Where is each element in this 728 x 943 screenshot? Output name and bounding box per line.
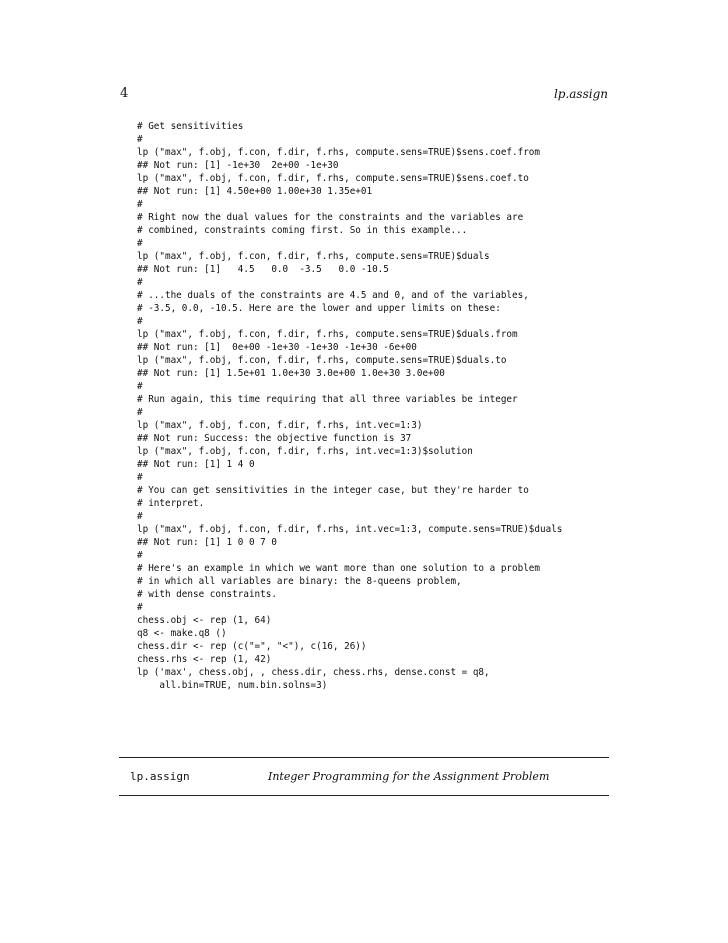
code-example-block bbox=[137, 120, 617, 692]
code-line: # ...the duals of the constraints are 4.5 and 0, and of the variables, bbox=[137, 290, 529, 301]
code-line: # -3.5, 0.0, -10.5. Here are the lower and upper limits on these: bbox=[137, 303, 501, 314]
code-line: # bbox=[137, 407, 143, 418]
code-line: lp ("max", f.obj, f.con, f.dir, f.rhs, compute.sens=TRUE)$duals bbox=[137, 251, 490, 262]
code-line: # bbox=[137, 472, 143, 483]
code-line: # Get sensitivities bbox=[137, 121, 244, 132]
entry-title: Integer Programming for the Assignment Problem bbox=[268, 770, 550, 783]
code-line: lp ("max", f.obj, f.con, f.dir, f.rhs, int.vec=1:3)$solution bbox=[137, 446, 473, 457]
code-line: # interpret. bbox=[137, 498, 205, 509]
code-line: # bbox=[137, 134, 143, 145]
code-line: # bbox=[137, 602, 143, 613]
code-line: # combined, constraints coming first. So in this example... bbox=[137, 225, 468, 236]
code-line: chess.dir <- rep (c("=", "<"), c(16, 26)) bbox=[137, 641, 367, 652]
code-line: # bbox=[137, 550, 143, 561]
code-line: ## Not run: [1] 4.5 0.0 -3.5 0.0 -10.5 bbox=[137, 264, 389, 275]
code-line: # bbox=[137, 277, 143, 288]
code-line: # Run again, this time requiring that all three variables be integer bbox=[137, 394, 518, 405]
code-line: # bbox=[137, 511, 143, 522]
code-line: lp ("max", f.obj, f.con, f.dir, f.rhs, int.vec=1:3) bbox=[137, 420, 423, 431]
code-line: lp ("max", f.obj, f.con, f.dir, f.rhs, compute.sens=TRUE)$sens.coef.to bbox=[137, 173, 529, 184]
entry-function-name: lp.assign bbox=[130, 770, 190, 783]
code-line: ## Not run: [1] 0e+00 -1e+30 -1e+30 -1e+30 -6e+00 bbox=[137, 342, 417, 353]
code-line: # bbox=[137, 316, 143, 327]
code-line: lp ('max', chess.obj, , chess.dir, chess.rhs, dense.const = q8, bbox=[137, 667, 490, 678]
code-line: all.bin=TRUE, num.bin.solns=3) bbox=[137, 680, 328, 691]
code-line: # bbox=[137, 381, 143, 392]
code-line: q8 <- make.q8 () bbox=[137, 628, 227, 639]
code-line: # Here's an example in which we want more than one solution to a problem bbox=[137, 563, 540, 574]
running-head: lp.assign bbox=[553, 87, 608, 101]
code-line: ## Not run: Success: the objective function is 37 bbox=[137, 433, 412, 444]
code-line: chess.rhs <- rep (1, 42) bbox=[137, 654, 272, 665]
code-line: # with dense constraints. bbox=[137, 589, 277, 600]
code-line: lp ("max", f.obj, f.con, f.dir, f.rhs, int.vec=1:3, compute.sens=TRUE)$duals bbox=[137, 524, 563, 535]
entry-rule-top bbox=[119, 757, 609, 758]
page-number: 4 bbox=[120, 86, 129, 101]
code-line: # bbox=[137, 238, 143, 249]
code-line: ## Not run: [1] 1.5e+01 1.0e+30 3.0e+00 1.0e+30 3.0e+00 bbox=[137, 368, 445, 379]
code-line: # You can get sensitivities in the integer case, but they're harder to bbox=[137, 485, 529, 496]
code-line: # Right now the dual values for the constraints and the variables are bbox=[137, 212, 524, 223]
code-line: lp ("max", f.obj, f.con, f.dir, f.rhs, compute.sens=TRUE)$sens.coef.from bbox=[137, 147, 540, 158]
entry-rule-bottom bbox=[119, 795, 609, 796]
code-line: lp ("max", f.obj, f.con, f.dir, f.rhs, compute.sens=TRUE)$duals.to bbox=[137, 355, 507, 366]
code-line: # bbox=[137, 199, 143, 210]
code-line: ## Not run: [1] 1 0 0 7 0 bbox=[137, 537, 277, 548]
code-line: ## Not run: [1] -1e+30 2e+00 -1e+30 bbox=[137, 160, 339, 171]
code-line: chess.obj <- rep (1, 64) bbox=[137, 615, 272, 626]
code-line: lp ("max", f.obj, f.con, f.dir, f.rhs, compute.sens=TRUE)$duals.from bbox=[137, 329, 518, 340]
code-line: # in which all variables are binary: the 8-queens problem, bbox=[137, 576, 462, 587]
code-line: ## Not run: [1] 1 4 0 bbox=[137, 459, 255, 470]
code-line: ## Not run: [1] 4.50e+00 1.00e+30 1.35e+01 bbox=[137, 186, 373, 197]
